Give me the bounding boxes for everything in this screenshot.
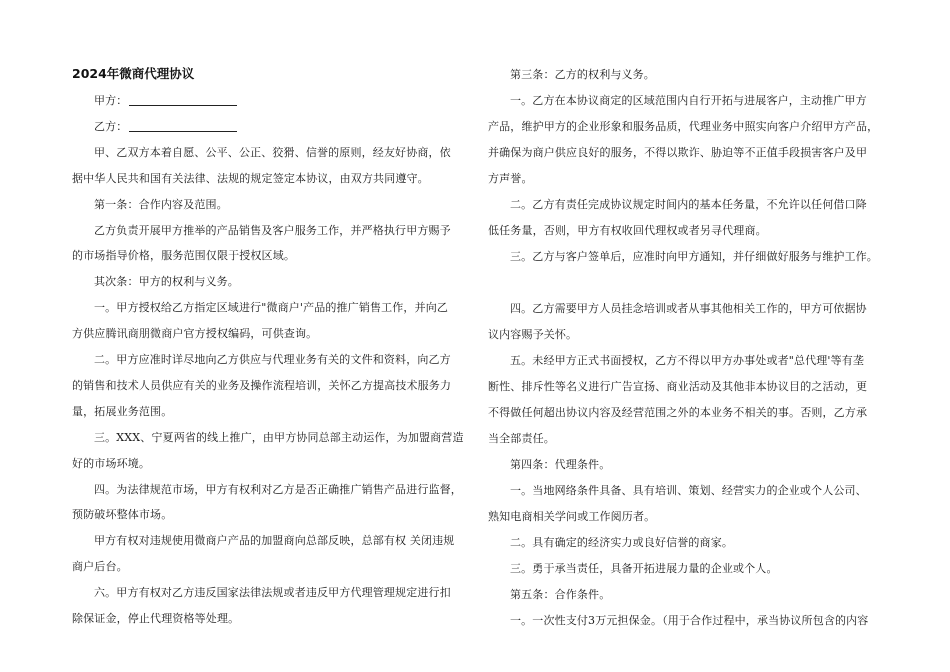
paragraph-text: 不得做任何超出协议内容及经营范围之外的本业务不相关的事。否则，乙方承 xyxy=(488,406,868,419)
paragraph-line xyxy=(488,322,577,348)
paragraph-text: 甲、乙双方本着自愿、公平、公正、狡猾、信誉的原则，经友好协商，依 xyxy=(94,145,451,159)
paragraph-line xyxy=(488,374,867,400)
paragraph-line xyxy=(488,140,867,166)
signature-blank xyxy=(129,117,237,132)
signature-blank xyxy=(129,91,237,106)
paragraph-text: 乙方负责开展甲方推举的产品销售及客户服务工作，并严格执行甲方赐予 xyxy=(94,223,451,237)
paragraph-line xyxy=(94,347,451,373)
paragraph-line xyxy=(72,606,239,632)
paragraph-line xyxy=(510,192,867,218)
paragraph-text: 三。XXX、宁夏两省的线上推广，由甲方协同总部主动运作，为加盟商营造 xyxy=(94,430,464,444)
paragraph-text: 二。乙方有责任完成协议规定时间内的基本任务量，不允许以任何借口降 xyxy=(510,198,867,211)
paragraph-line xyxy=(488,504,655,530)
paragraph-text: 第三条：乙方的权利与义务。 xyxy=(510,68,655,81)
paragraph-line xyxy=(94,528,454,554)
paragraph-text: 除保证金，停止代理资格等处理。 xyxy=(72,612,240,625)
paragraph-line xyxy=(510,88,867,114)
paragraph-text: 六。甲方有权对乙方违反国家法律法规或者违反甲方代理管理规定进行扣 xyxy=(94,586,451,600)
paragraph-text: 一。一次性支付3万元担保金。（用于合作过程中，承当协议所包含的内容 xyxy=(510,614,869,627)
paragraph-line xyxy=(72,554,128,580)
paragraph-text: 预防破坏整体市场。 xyxy=(72,508,173,522)
paragraph-text: 商户后台。 xyxy=(72,560,128,574)
paragraph-text: 第五条：合作条件。 xyxy=(510,588,611,601)
paragraph-line xyxy=(94,269,239,295)
paragraph-text: 的市场指导价格，服务范围仅限于授权区域。 xyxy=(72,249,295,263)
paragraph-text: 一。当地网络条件具备、具有培训、策划、经营实力的企业或个人公司、 xyxy=(510,484,867,497)
paragraph-text: 方声誉。 xyxy=(488,172,533,185)
paragraph-line xyxy=(72,166,429,192)
paragraph-text: 据中华人民共和国有关法律、法规的规定签定本协议，由双方共同遵守。 xyxy=(72,171,429,185)
paragraph-text: 当全部责任。 xyxy=(488,432,555,445)
paragraph-line xyxy=(510,296,867,322)
paragraph-text: 低任务量，否则，甲方有权收回代理权或者另寻代理商。 xyxy=(488,224,767,237)
paragraph-line xyxy=(94,295,448,321)
paragraph-line xyxy=(94,218,451,244)
paragraph-text: 议内容赐予关怀。 xyxy=(488,328,578,341)
paragraph-text: 五。未经甲方正式书面授权，乙方不得以甲方办事处或者"总代理'等有垄 xyxy=(510,354,865,367)
paragraph-text: 乙方： xyxy=(94,119,128,133)
paragraph-text: 二。甲方应准时详尽地向乙方供应与代理业务有关的文件和资料，向乙方 xyxy=(94,353,451,366)
paragraph-line xyxy=(510,530,733,556)
paragraph-text: 四。为法律规范市场，甲方有权利对乙方是否正确推广销售产品进行监督， xyxy=(94,482,462,496)
paragraph-text: 其次条：甲方的权利与义务。 xyxy=(94,275,239,289)
paragraph-line xyxy=(94,192,228,218)
paragraph-line xyxy=(72,373,451,399)
paragraph-text: 甲方： xyxy=(94,94,128,107)
paragraph-text: 二。具有确定的经济实力或良好信誉的商家。 xyxy=(510,536,733,549)
paragraph-line xyxy=(510,582,610,608)
paragraph-line xyxy=(510,62,655,88)
paragraph-line xyxy=(72,243,295,269)
paragraph-line xyxy=(72,502,172,528)
paragraph-text: 三。乙方与客户签单后，应准时向甲方通知，并仔细做好服务与维护工作。 xyxy=(510,250,878,263)
paragraph-line xyxy=(72,399,172,425)
paragraph-line xyxy=(510,348,864,374)
paragraph-text: 四。乙方需要甲方人员挂念培训或者从事其他相关工作的，甲方可依据协 xyxy=(510,302,867,315)
paragraph-text: 熟知电商相关学问或工作阅历者。 xyxy=(488,510,656,523)
document-title: 2024年微商代理协议 xyxy=(72,66,195,81)
paragraph-line xyxy=(510,608,868,634)
paragraph-line xyxy=(510,244,878,270)
paragraph-text: 方供应腾讯商朋微商户官方授权编码，可供查询。 xyxy=(72,327,318,341)
paragraph-line xyxy=(72,321,317,347)
paragraph-line xyxy=(94,114,237,140)
paragraph-text: 并确保为商户供应良好的服务，不得以欺诈、胁迫等不正值手段损害客户及甲 xyxy=(488,146,868,159)
paragraph-line xyxy=(94,580,451,606)
paragraph-line xyxy=(94,140,451,166)
paragraph-line xyxy=(488,218,767,244)
paragraph-text: 第一条：合作内容及范围。 xyxy=(94,197,228,211)
paragraph-text: 三。勇于承当责任，具备开拓进展力量的企业或个人。 xyxy=(510,562,778,575)
paragraph-text: 产品，维护甲方的企业形象和服务品质，代理业务中照实向客户介绍甲方产品， xyxy=(488,120,879,133)
paragraph-line xyxy=(488,166,533,192)
paragraph-text: 一。乙方在本协议商定的区域范围内自行开拓与进展客户，主动推广甲方 xyxy=(510,94,867,107)
paragraph-line xyxy=(510,478,867,504)
paragraph-line xyxy=(94,88,237,114)
paragraph-text: 甲方有权对违规使用微商户产品的加盟商向总部反映，总部有权 关闭违规 xyxy=(94,534,455,548)
paragraph-line xyxy=(94,425,464,451)
paragraph-text: 的销售和技术人员供应有关的业务及操作流程培训，关怀乙方提高技术服务力 xyxy=(72,378,452,392)
paragraph-line xyxy=(510,452,610,478)
paragraph-line xyxy=(488,400,867,426)
paragraph-line xyxy=(488,426,555,452)
paragraph-text: 断性、排斥性等名义进行广告宣扬、商业活动及其他非本协议目的之活动，更 xyxy=(488,380,868,393)
paragraph-line xyxy=(488,114,878,140)
paragraph-text: 一。甲方授权给乙方指定区域进行"微商户'产品的推广销售工作，并向乙 xyxy=(94,301,449,315)
paragraph-line xyxy=(94,477,462,503)
paragraph-line xyxy=(510,556,778,582)
paragraph-text: 量，拓展业务范围。 xyxy=(72,404,173,418)
paragraph-line xyxy=(72,451,150,477)
paragraph-text: 好的市场环境。 xyxy=(72,456,151,470)
paragraph-text: 第四条：代理条件。 xyxy=(510,458,611,471)
